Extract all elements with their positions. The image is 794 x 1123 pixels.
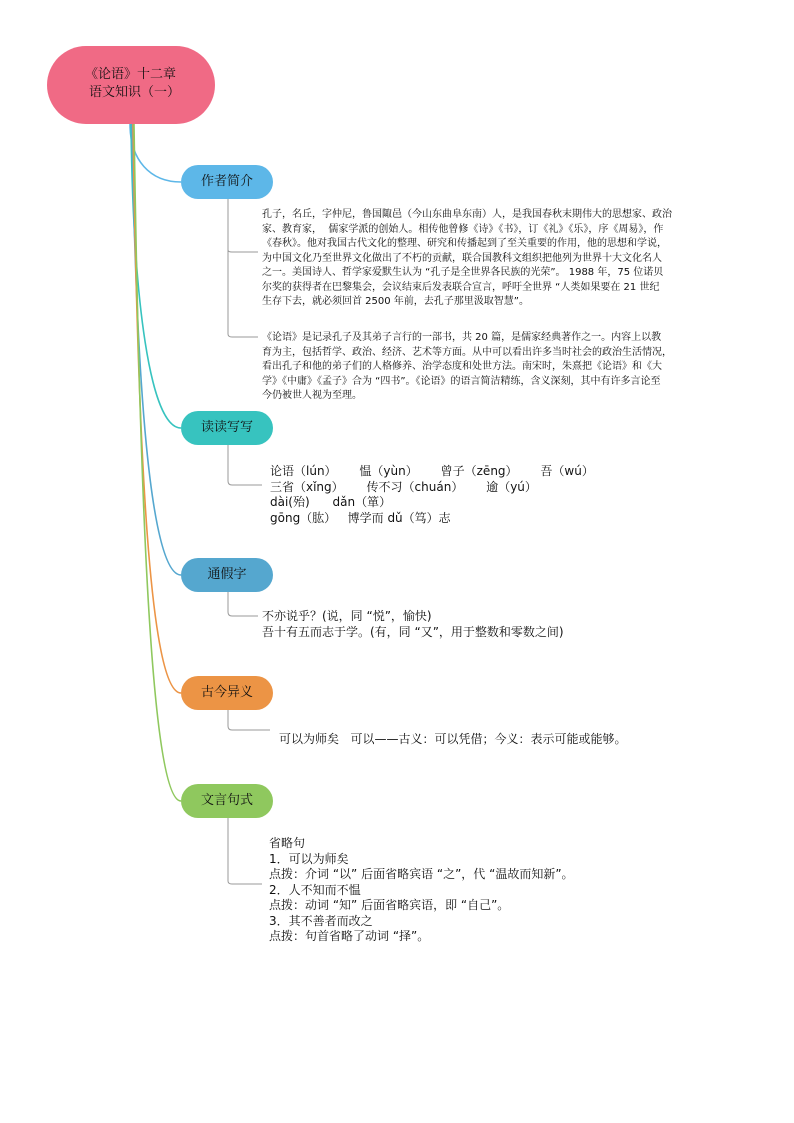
link-b1-leaf1 <box>228 199 258 252</box>
leaf-tongjiazi: 不亦说乎？(说，同 “悦”，愉快) 吾十有五而志于学。(有，同 “又”，用于整数和零数之间) <box>262 609 564 639</box>
link-b3-leaf <box>228 592 258 616</box>
link-b2-leaf <box>228 445 262 485</box>
branch-sentence-patterns[interactable]: 文言句式 <box>181 784 273 818</box>
link-b5-leaf <box>228 818 262 884</box>
leaf-confucius-bio: 孔子，名丘，字仲尼，鲁国陬邑（今山东曲阜东南）人，是我国春秋末期伟大的思想家、政治 家、教育家， 儒家学派的创始人。相传他曾修《诗》《书》，订《礼》《乐》，序《周易》，作 《春秋》。他对我国古代文化的整理、研究和传播起到了至关重要的作用，他的思想和学说， 为中国文化乃至世界文化做出了不朽的贡献，联合国教科文组织把他列为世界十大文化名人 之一。美国诗人、哲学家爱默生认为 “孔子是全世界各民族的光荣”。 1988 年，75 位诺贝 尔奖的获得者在巴黎集会，会议结束后发表联合宣言，呼吁全世界 “人类如果要在 21 世纪 生存下去，就必须回首 2500 年前，去孔子那里汲取智慧”。 <box>262 209 672 307</box>
branch-ancient-modern-meaning[interactable]: 古今异义 <box>181 676 273 710</box>
link-b1-leaf2 <box>228 199 258 337</box>
leaf-gujin-yiyi: 可以为师矣 可以——古义：可以凭借；今义：表示可能或能够。 <box>279 732 627 746</box>
link-b4-leaf <box>228 710 270 730</box>
branch-author-intro[interactable]: 作者简介 <box>181 165 273 199</box>
link-root-b5 <box>134 124 181 801</box>
root-topic[interactable] <box>47 46 215 124</box>
link-root-b3 <box>132 124 181 575</box>
leaf-pronunciation-list: 论语（lún） 愠（yùn） 曾子（zēng） 吾（wú） 三省（xǐng） 传不习（chuán） 逾（yú） dài(殆) dǎn（箪） gōng（肱） 博学而 dǔ（笃）志 <box>270 464 594 525</box>
link-root-b1 <box>130 124 181 182</box>
leaf-omitted-sentences: 省略句 1．可以为师矣 点拨：介词 “以” 后面省略宾语 “之”，代 “温故而知新”。 2．人不知而不愠 点拨：动词 “知” 后面省略宾语，即 “自己”。 3．其不善者而改之 点拨：句首省略了动词 “择”。 <box>269 836 574 943</box>
root-title-line1: 《论语》十二章 <box>85 67 177 82</box>
branch-interchangeable-characters[interactable]: 通假字 <box>181 558 273 592</box>
root-title-line2: 语文知识（一） <box>89 85 181 100</box>
branch-reading-writing[interactable]: 读读写写 <box>181 411 273 445</box>
leaf-analects-intro: 《论语》是记录孔子及其弟子言行的一部书，共 20 篇，是儒家经典著作之一。内容上以教 育为主，包括哲学、政治、经济、艺术等方面。从中可以看出许多当时社会的政治生活情况， 看出孔子和他的弟子们的人格修养、治学态度和处世方法。南宋时，朱熹把《论语》和《大 学》《中庸》《孟子》合为 “四书”。《论语》的语言简洁精练，含义深刻，其中有许多言论至 今仍被世人视为至理。 <box>262 332 672 401</box>
